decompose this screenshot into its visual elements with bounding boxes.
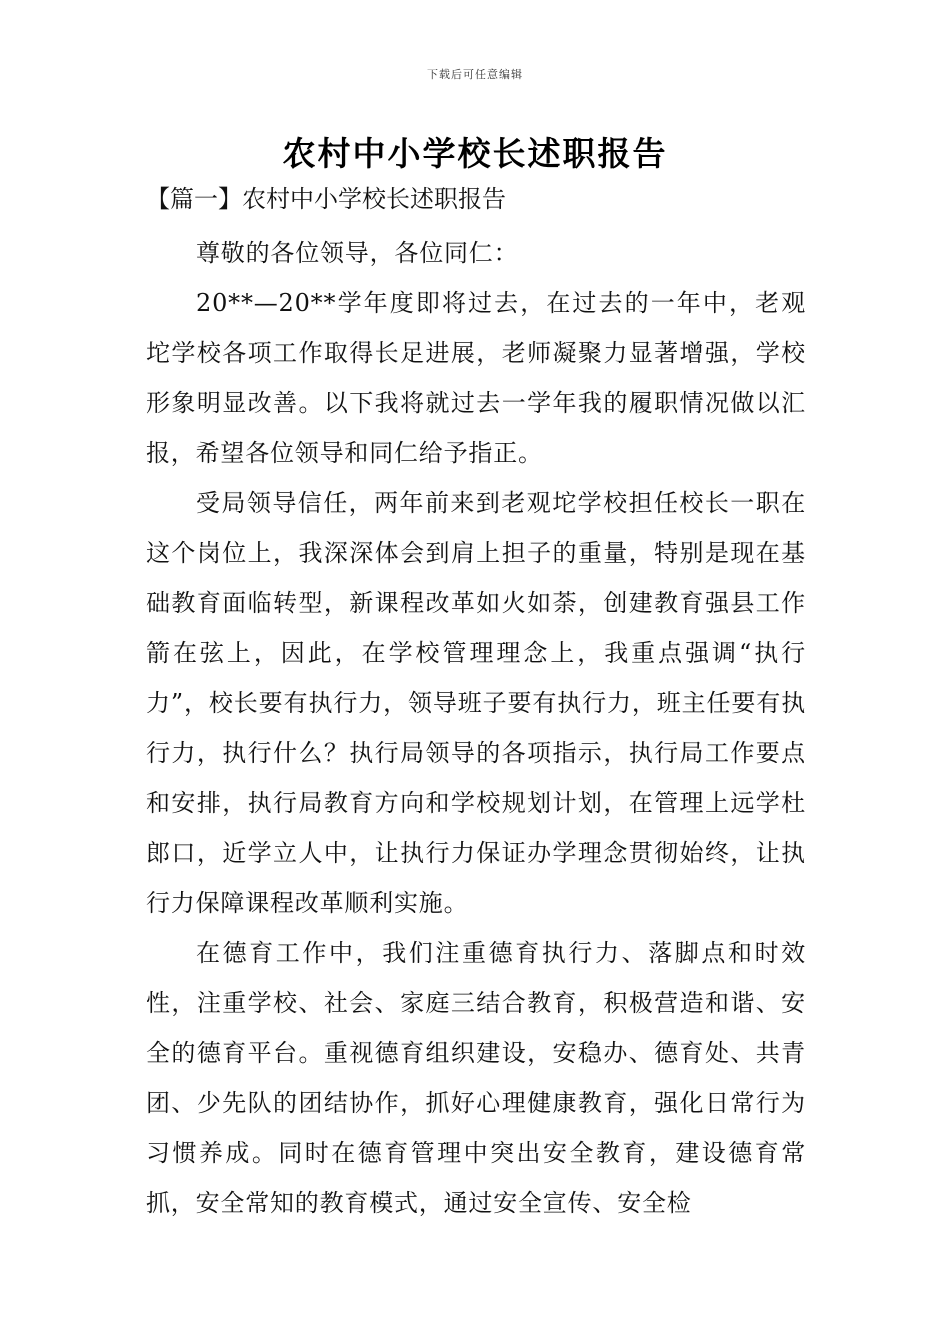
- body-paragraph: 受局领导信任，两年前来到老观坨学校担任校长一职在这个岗位上，我深深体会到肩上担子的重量，特别是现在基础教育面临转型，新课程改革如火如荼，创建教育强县工作箭在弦上，因此，在学校管理理念上，我重点强调“执行力”，校长要有执行力，领导班子要有执行力，班主任要有执行力，执行什么？执行局领导的各项指示，执行局工作要点和安排，执行局教育方向和学校规划计划，在管理上远学杜郎口，近学立人中，让执行力保证办学理念贯彻始终，让执行力保障课程改革顺利实施。: [146, 489, 806, 917]
- body-paragraph: 20**—20**学年度即将过去，在过去的一年中，老观坨学校各项工作取得长足进展，老师凝聚力显著增强，学校形象明显改善。以下我将就过去一学年我的履职情况做以汇报，希望各位领导和同仁给予指正。: [146, 289, 806, 467]
- salutation-paragraph: 尊敬的各位领导，各位同仁：: [196, 239, 519, 267]
- header-note: 下载后可任意编辑: [427, 68, 523, 81]
- document-title: 农村中小学校长述职报告: [282, 134, 668, 173]
- section-heading: 【篇一】农村中小学校长述职报告: [146, 185, 506, 213]
- document-body: [146, 179, 806, 1228]
- body-paragraph: 在德育工作中，我们注重德育执行力、落脚点和时效性，注重学校、社会、家庭三结合教育，积极营造和谐、安全的德育平台。重视德育组织建设，安稳办、德育处、共青团、少先队的团结协作，抓好心理健康教育，强化日常行为习惯养成。同时在德育管理中突出安全教育，建设德育常抓，安全常知的教育模式，通过安全宣传、安全检: [146, 939, 806, 1217]
